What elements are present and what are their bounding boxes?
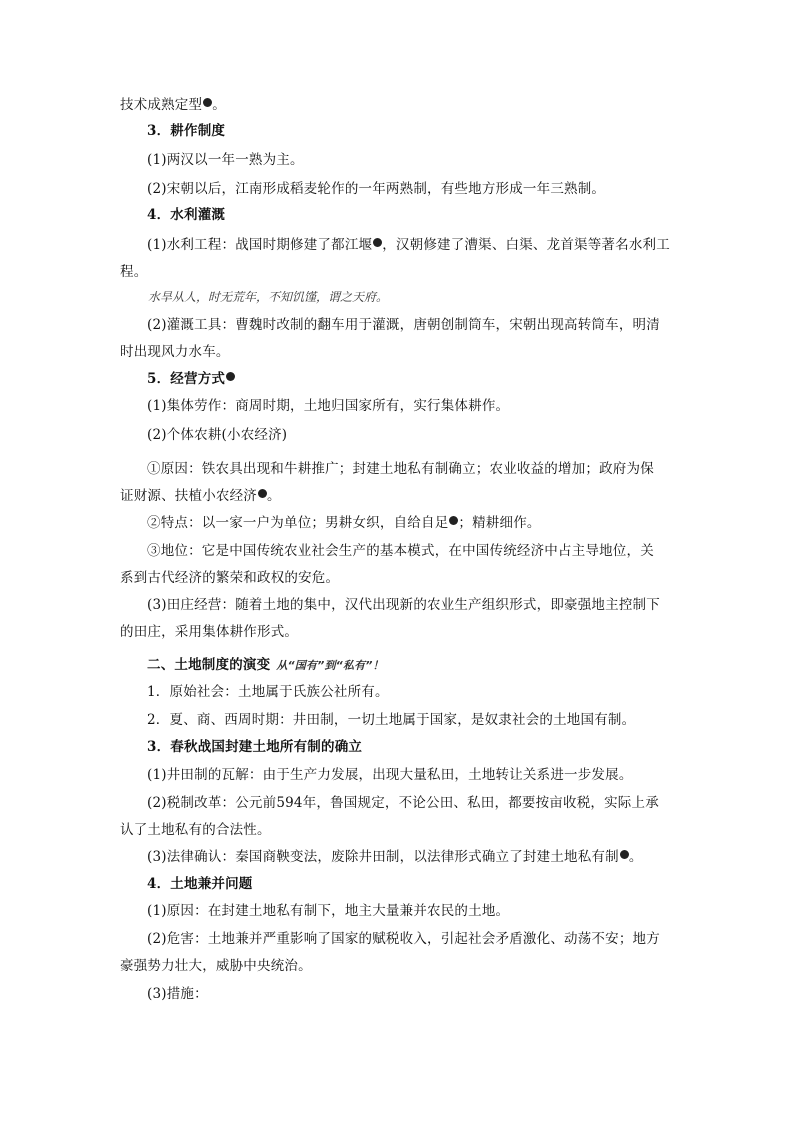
text-line: (2)个体农耕(小农经济)	[147, 427, 288, 443]
text-line: 时出现风力水车。	[120, 344, 230, 360]
text-line: 系到古代经济的繁荣和政权的安危。	[120, 570, 340, 586]
annotation-marker-icon	[373, 238, 382, 247]
text-line: (1)集体劳作：商周时期，土地归国家所有，实行集体耕作。	[147, 398, 510, 414]
handwritten-note: 水旱从人，时无荒年，不知饥馑，谓之天府。	[148, 290, 389, 304]
text-line: ②特点：以一家一户为单位；男耕女织，自给自足 ；精耕细作。	[147, 515, 541, 531]
annotation-marker-icon	[620, 850, 629, 859]
text-line: ③地位：它是中国传统农业社会生产的基本模式，在中国传统经济中占主导地位，关	[147, 543, 654, 559]
text-line: 证财源、扶植小农经济 。	[120, 488, 281, 504]
text-line: 豪强势力壮大，威胁中央统治。	[120, 958, 312, 974]
text-line: (3)田庄经营：随着土地的集中，汉代出现新的农业生产组织形式，即豪强地主控制下	[147, 597, 660, 613]
section-heading: 5．经营方式	[147, 370, 235, 388]
annotation-marker-icon	[203, 98, 212, 107]
section-heading: 3．春秋战国封建土地所有制的确立	[147, 739, 363, 755]
text-line: (2)危害：土地兼并严重影响了国家的赋税收入，引起社会矛盾激化、动荡不安；地方	[147, 931, 660, 947]
text-line: 程。	[120, 264, 148, 280]
annotation-marker-icon	[226, 372, 235, 381]
text-line: (2)灌溉工具：曹魏时改制的翻车用于灌溉，唐朝创制筒车，宋朝出现高转筒车，明清	[147, 317, 660, 333]
text-line: (1)两汉以一年一熟为主。	[147, 152, 304, 168]
text-line: 认了土地私有的合法性。	[120, 822, 271, 838]
text-line: 技术成熟定型 。	[120, 97, 226, 113]
text-line: (1)原因：在封建土地私有制下，地主大量兼并农民的土地。	[147, 903, 510, 919]
handwritten-note: 从“国有”到“私有”！	[276, 659, 384, 672]
text-line: ①原因：铁农具出现和牛耕推广；封建土地私有制确立；农业收益的增加；政府为保	[147, 461, 654, 477]
text-line: (1)井田制的瓦解：由于生产力发展，出现大量私田，土地转让关系进一步发展。	[147, 767, 633, 783]
annotation-marker-icon	[258, 489, 267, 498]
text-line: 2．夏、商、西周时期：井田制，一切土地属于国家，是奴隶社会的土地国有制。	[147, 712, 636, 728]
text-line: 1．原始社会：土地属于氏族公社所有。	[147, 684, 389, 700]
text-line: (2)税制改革：公元前594年，鲁国规定，不论公田、私田，都要按亩收税，实际上承	[147, 795, 659, 811]
text-line: 的田庄，采用集体耕作形式。	[120, 624, 299, 640]
text-line: (3)法律确认：秦国商鞅变法，废除井田制，以法律形式确立了封建土地私有制 。	[147, 849, 643, 865]
text-line: (1)水利工程：战国时期修建了都江堰 ，汉朝修建了漕渠、白渠、龙首渠等著名水利工	[147, 237, 670, 253]
text-line: (3)措施：	[147, 986, 208, 1002]
section-heading: 二、土地制度的演变 从“国有”到“私有”！	[147, 657, 384, 673]
section-heading: 4．土地兼并问题	[147, 876, 253, 892]
text-line: (2)宋朝以后，江南形成稻麦轮作的一年两熟制，有些地方形成一年三熟制。	[147, 181, 606, 197]
section-heading: 3．耕作制度	[147, 123, 226, 139]
section-heading: 4．水利灌溉	[147, 207, 226, 223]
